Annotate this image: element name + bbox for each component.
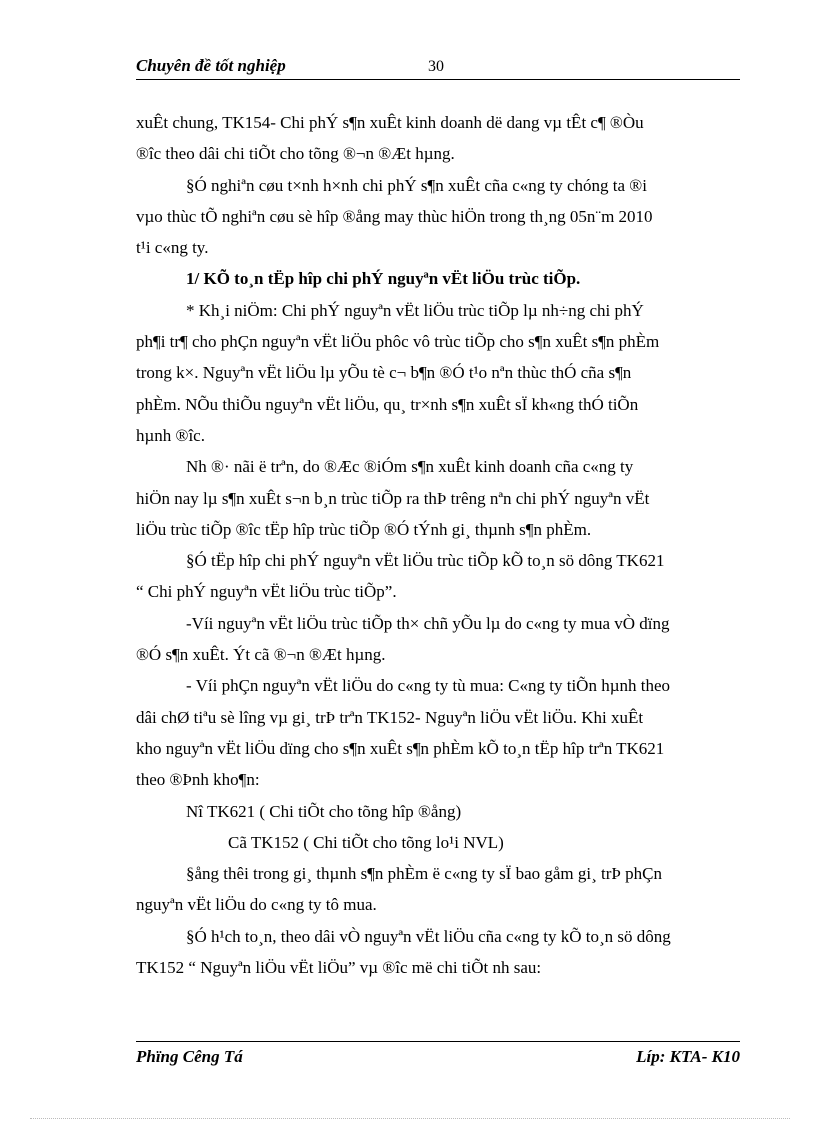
text-line: 1/ KÕ to¸n tËp hîp chi phÝ nguyªn vËt liÖu trùc tiÕp. xyxy=(186,269,581,289)
footer-author: Phïng Cêng Tá xyxy=(136,1047,243,1066)
header-title: Chuyên đề tốt nghiệp xyxy=(136,56,286,75)
footer-divider xyxy=(136,1041,740,1042)
text-line: §Ó nghiªn cøu t×nh h×nh chi phÝ s¶n xuÊt cña c«ng ty chóng ta ®i xyxy=(186,175,647,195)
text-line: hiÖn nay lµ s¶n xuÊt s¬n b¸n trùc tiÕp ra thÞ trêng nªn chi phÝ nguyªn vËt xyxy=(136,488,650,508)
text-line: TK152 “ Nguyªn liÖu vËt liÖu” vµ ®îc më chi tiÕt nh sau: xyxy=(136,958,542,978)
text-line: trong k×. Nguyªn vËt liÖu lµ yÕu tè c¬ b¶n ®Ó t¹o nªn thùc thÓ cña s¶n xyxy=(136,363,632,383)
text-line: liÖu trùc tiÕp ®îc tËp hîp trùc tiÕp ®Ó tÝnh gi¸ thµnh s¶n phÈm. xyxy=(136,519,592,539)
text-line: ®îc theo dâi chi tiÕt cho tõng ®¬n ®Æt hµng. xyxy=(136,144,455,164)
text-line: §Ó h¹ch to¸n, theo dâi vÒ nguyªn vËt liÖu cña c«ng ty kÕ to¸n sö dông xyxy=(186,926,671,946)
text-line: xuÊt chung, TK154- Chi phÝ s¶n xuÊt kinh doanh dë dang vµ tÊt c¶ ®Òu xyxy=(136,113,644,132)
text-line: §ång thêi trong gi¸ thµnh s¶n phÈm ë c«ng ty sÏ bao gåm gi¸ trÞ phÇn xyxy=(186,864,662,884)
footer-class: Líp: KTA- K10 xyxy=(636,1047,740,1066)
text-line: §Ó tËp hîp chi phÝ nguyªn vËt liÖu trùc tiÕp kÕ to¸n sö dông TK621 xyxy=(186,551,665,571)
text-line: - Víi phÇn nguyªn vËt liÖu do c«ng ty tù mua: C«ng ty tiÕn hµnh theo xyxy=(186,676,671,696)
text-line: “ Chi phÝ nguyªn vËt liÖu trùc tiÕp”. xyxy=(136,582,397,602)
text-line: Nî TK621 ( Chi tiÕt cho tõng hîp ®ång) xyxy=(186,801,462,821)
text-line: dâi chØ tiªu sè lîng vµ gi¸ trÞ trªn TK152- Nguyªn liÖu vËt liÖu. Khi xuÊt xyxy=(136,707,644,727)
text-line: * Kh¸i niÖm: Chi phÝ nguyªn vËt liÖu trùc tiÕp lµ nh÷ng chi phÝ xyxy=(186,300,644,320)
text-line: -Víi nguyªn vËt liÖu trùc tiÕp th× chñ yÕu lµ do c«ng ty mua vÒ dïng xyxy=(186,613,670,633)
text-line: phÈm. NÕu thiÕu nguyªn vËt liÖu, qu¸ tr×nh s¶n xuÊt sÏ kh«ng thÓ tiÕn xyxy=(136,394,639,414)
text-line: ph¶i tr¶ cho phÇn nguyªn vËt liÖu phôc vô trùc tiÕp cho s¶n xuÊt s¶n phÈm xyxy=(136,332,660,352)
body-text xyxy=(136,107,740,983)
header-divider xyxy=(136,79,740,80)
text-line: Nh ®· nãi ë trªn, do ®Æc ®iÓm s¶n xuÊt kinh doanh cña c«ng ty xyxy=(186,457,634,477)
text-line: kho nguyªn vËt liÖu dïng cho s¶n xuÊt s¶n phÈm kÕ to¸n tËp hîp trªn TK621 xyxy=(136,738,665,758)
text-line: hµnh ®îc. xyxy=(136,425,205,445)
text-line: theo ®Þnh kho¶n: xyxy=(136,770,260,790)
text-line: vµo thùc tÕ nghiªn cøu sè hîp ®ång may thùc hiÖn trong th¸ng 05n¨m 2010 xyxy=(136,206,653,226)
page-number: 30 xyxy=(428,58,444,75)
page-bottom-border xyxy=(30,1118,790,1119)
text-line: t¹i c«ng ty. xyxy=(136,238,209,258)
text-line: ®Ó s¶n xuÊt. Ýt cã ®¬n ®Æt hµng. xyxy=(136,645,386,665)
text-line: nguyªn vËt liÖu do c«ng ty tô mua. xyxy=(136,895,377,915)
text-line: Cã TK152 ( Chi tiÕt cho tõng lo¹i NVL) xyxy=(228,832,504,852)
